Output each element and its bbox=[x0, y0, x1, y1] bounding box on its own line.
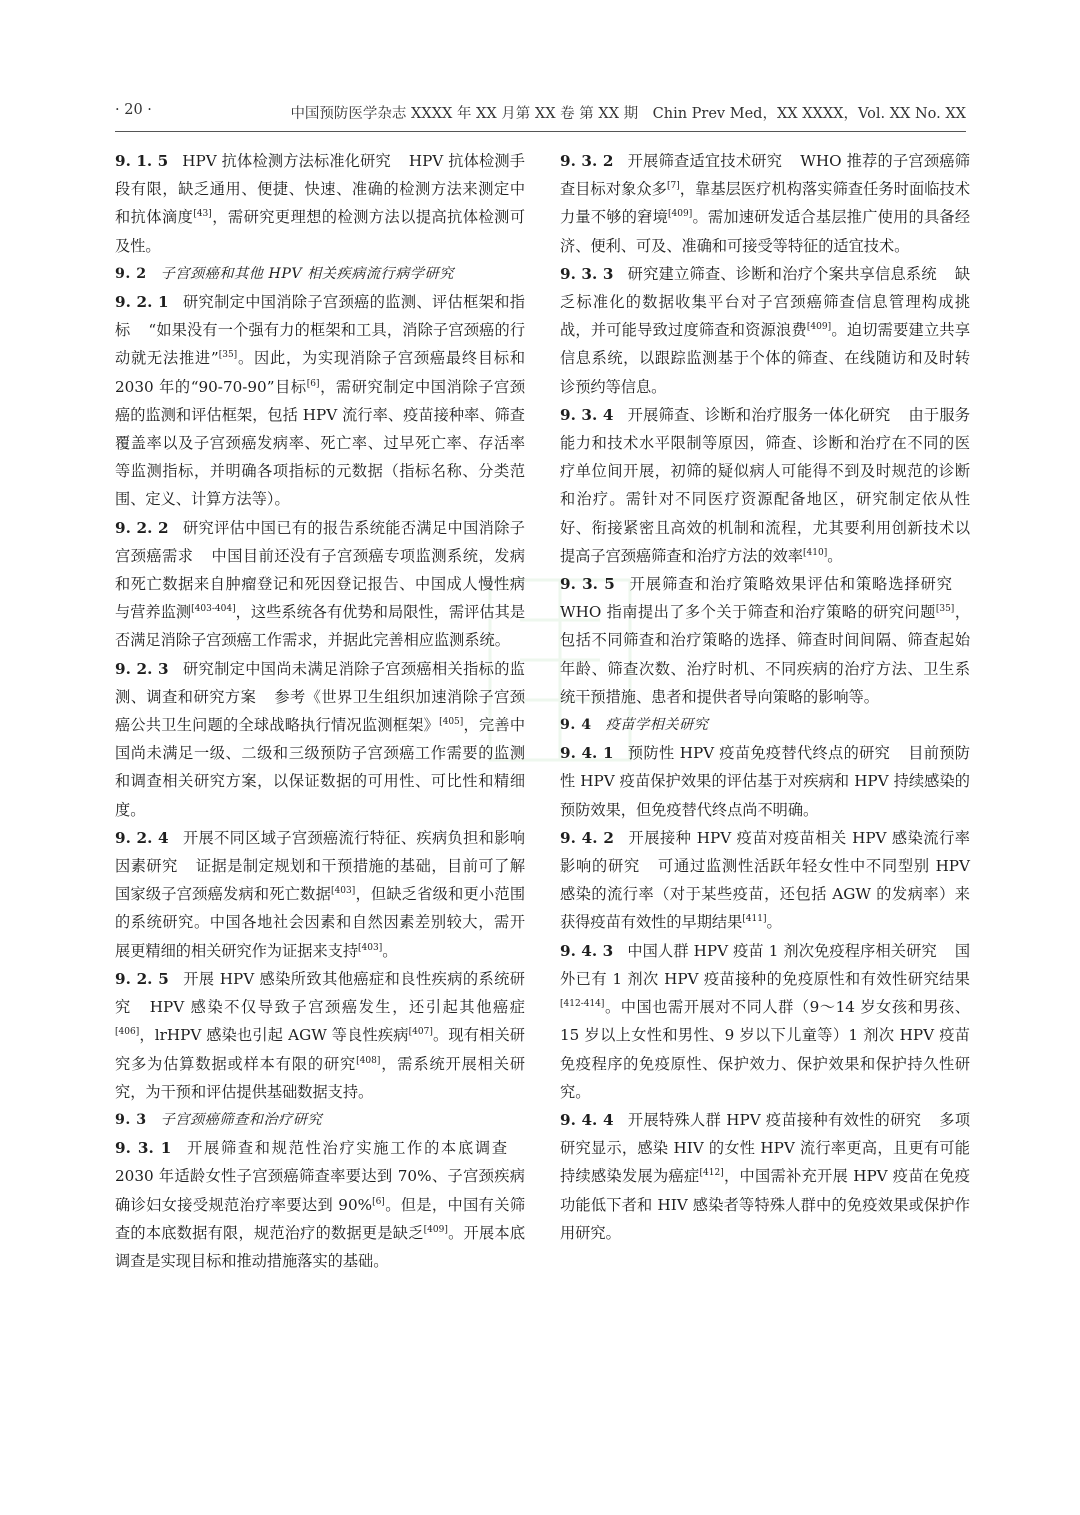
section-9-4-2 bbox=[560, 824, 970, 937]
section-text: 。中国也需开展对不同人群（9～14 岁女孩和男孩、15 岁以上女性和男性、9 岁以下儿童等）1 剂次 HPV 疫苗免疫程序的免疫原性、保护效力、保护效果和保护持久性研究。 bbox=[560, 998, 970, 1101]
citation: [409] bbox=[423, 1224, 448, 1235]
header-rule bbox=[115, 131, 966, 132]
section-number: 9. 2. 2 bbox=[115, 518, 169, 537]
section-text: 。 bbox=[766, 913, 782, 932]
section-text: 。因此，为实现消除子宫颈癌最终目标和 2030 年的“90-70-90”目标 bbox=[115, 349, 526, 396]
heading-title: 子宫颈癌和其他 HPV 相关疾病流行病学研究 bbox=[160, 265, 454, 282]
section-text: 。 bbox=[827, 546, 843, 565]
citation: [6] bbox=[372, 1196, 385, 1207]
section-text: ，完善中国尚未满足一级、二级和三级预防子宫颈癌工作需要的监测和调查相关研究方案，以保证数据的可用性、可比性和精细度。 bbox=[115, 716, 526, 819]
section-number: 9. 2. 3 bbox=[115, 659, 169, 678]
citation: [35] bbox=[218, 350, 238, 361]
section-number: 9. 2. 5 bbox=[115, 969, 169, 988]
section-9-2-1 bbox=[115, 288, 525, 514]
running-title: 中国预防医学杂志 XXXX 年 XX 月第 XX 卷 第 XX 期 Chin Prev Med，XX XXXX，Vol. XX No. XX bbox=[290, 106, 966, 122]
section-title: 开展 HPV 感染所致其他癌症和良性疾病的系统研究 bbox=[115, 969, 525, 1017]
citation: [409] bbox=[668, 209, 693, 220]
citation: [406] bbox=[115, 1027, 140, 1038]
section-text: 。需加速研发适合基层推广使用的具备经济、便利、可及、准确和可接受等特征的适宜技术。 bbox=[560, 208, 971, 255]
heading-number: 9. 3 bbox=[115, 1111, 147, 1128]
section-text: WHO 推荐的子宫颈癌筛查目标对象众多 bbox=[560, 152, 970, 199]
page-number: · 20 · bbox=[115, 102, 152, 118]
right-column bbox=[560, 147, 970, 1247]
section-9-2-5 bbox=[115, 965, 525, 1106]
running-header bbox=[115, 100, 966, 124]
section-text: 。 bbox=[382, 941, 398, 960]
section-text: 2030 年适龄女性子宫颈癌筛查率要达到 70%、子宫颈疾病确诊妇女接受规范治疗率要达到 90% bbox=[115, 1167, 525, 1214]
section-title: 开展筛查、诊断和治疗服务一体化研究 bbox=[627, 405, 891, 424]
citation: [411] bbox=[742, 914, 767, 925]
citation: [407] bbox=[408, 1027, 433, 1038]
section-title: 开展筛查适宜技术研究 bbox=[627, 152, 783, 170]
section-title: 开展不同区域子宫颈癌流行特征、疾病负担和影响因素研究 bbox=[115, 828, 525, 876]
citation: [6] bbox=[306, 378, 320, 389]
heading-title: 子宫颈癌筛查和治疗研究 bbox=[160, 1111, 323, 1128]
section-text: ，包括不同筛查和治疗策略的选择、筛查时间间隔、筛查起始年龄、筛查次数、治疗时机、不同疾病的治疗方法、卫生系统干预措施、患者和提供者导向策略的影响等。 bbox=[560, 603, 971, 706]
citation: [410] bbox=[803, 547, 828, 558]
section-text: 由于服务能力和技术水平限制等原因，筛查、诊断和治疗在不同的医疗单位间开展，初筛的疑似病人可能得不到及时规范的诊断和治疗。需针对不同医疗资源配备地区，研究制定依从性好、衔接紧密且高效的机制和流程，尤其要利用创新技术以提高子宫颈癌筛查和治疗方法的效率 bbox=[560, 405, 971, 565]
section-text: ，需研究制定中国消除子宫颈癌的监测和评估框架，包括 HPV 流行率、疫苗接种率、筛查覆盖率以及子宫颈癌发病率、死亡率、过早死亡率、存活率等监测指标，并明确各项指标的元数据（指标名称、分类范围、定义、计算方法等）。 bbox=[115, 377, 526, 509]
section-text: ，lrHPV 感染也引起 AGW 等良性疾病 bbox=[139, 1026, 409, 1045]
citation: [403-404] bbox=[191, 604, 236, 615]
section-number: 9. 4. 4 bbox=[560, 1110, 614, 1129]
section-9-3-3 bbox=[560, 260, 970, 401]
section-text: 可通过监测性活跃年轻女性中不同型别 HPV 感染的流行率（对于某些疫苗，还包括 AGW 的发病率）来获得疫苗有效性的早期结果 bbox=[560, 857, 970, 932]
section-9-2-2 bbox=[115, 514, 525, 655]
section-text: ，中国需补充开展 HPV 疫苗在免疫功能低下者和 HIV 感染者等特殊人群中的免疫效果或保护作用研究。 bbox=[560, 1167, 970, 1242]
section-9-4-1 bbox=[560, 739, 970, 824]
section-number: 9. 3. 1 bbox=[115, 1139, 172, 1158]
section-number: 9. 4. 3 bbox=[560, 941, 614, 960]
citation: [412] bbox=[699, 1168, 724, 1179]
section-text: 缺乏标准化的数据收集平台对子宫颈癌筛查信息管理构成挑战，并可能导致过度筛查和资源浪费 bbox=[560, 264, 971, 340]
section-title: 中国人群 HPV 疫苗 1 剂次免疫程序相关研究 bbox=[627, 941, 937, 960]
section-number: 9. 4. 2 bbox=[560, 828, 614, 847]
section-text: HPV 感染不仅导致子宫颈癌发生，还引起其他癌症 bbox=[149, 998, 525, 1017]
section-text: 。但是，中国有关筛查的本底数据有限，规范治疗的数据更是缺乏 bbox=[115, 1195, 526, 1242]
section-9-4-3 bbox=[560, 937, 970, 1106]
section-number: 9. 3. 5 bbox=[560, 575, 615, 594]
section-number: 9. 1. 5 bbox=[115, 152, 169, 170]
heading-9-3 bbox=[115, 1106, 525, 1134]
citation: [403] bbox=[331, 886, 356, 897]
citation: [405] bbox=[439, 717, 464, 727]
section-title: 研究建立筛查、诊断和治疗个案共享信息系统 bbox=[627, 264, 937, 283]
section-number: 9. 4. 1 bbox=[560, 744, 614, 763]
section-9-1-5 bbox=[115, 147, 525, 260]
left-column bbox=[115, 147, 525, 1275]
section-text: WHO 指南提出了多个关于筛查和治疗策略的研究问题 bbox=[560, 603, 936, 622]
citation: [43] bbox=[193, 209, 212, 220]
citation: [35] bbox=[935, 604, 955, 615]
section-text: ，这些系统各有优势和局限性，需评估其是否满足消除子宫颈癌工作需求，并据此完善相应监测系统。 bbox=[115, 603, 526, 650]
section-text: 证据是制定规划和干预措施的基础，目前可了解国家级子宫颈癌发病和死亡数据 bbox=[115, 857, 526, 904]
section-number: 9. 2. 1 bbox=[115, 293, 169, 312]
citation: [403] bbox=[358, 942, 383, 953]
heading-number: 9. 2 bbox=[115, 265, 147, 282]
section-title: 研究制定中国尚未满足消除子宫颈癌相关指标的监测、调查和研究方案 bbox=[115, 659, 525, 706]
section-text: HPV 抗体检测手段有限，缺乏通用、便捷、快速、准确的检测方法来测定中和抗体滴度 bbox=[115, 152, 525, 227]
heading-number: 9. 4 bbox=[560, 717, 592, 734]
section-title: HPV 抗体检测方法标准化研究 bbox=[182, 152, 391, 170]
section-9-3-5 bbox=[560, 570, 970, 711]
section-9-3-1 bbox=[115, 1134, 525, 1275]
citation: [409] bbox=[806, 322, 832, 333]
section-text: 。开展本底调查是实现目标和推动措施落实的基础。 bbox=[115, 1223, 526, 1270]
citation: [412-414] bbox=[560, 999, 605, 1010]
section-title: 研究制定中国消除子宫颈癌的监测、评估框架和指标 bbox=[115, 293, 525, 340]
section-text: ，需系统开展相关研究，为干预和评估提供基础数据支持。 bbox=[115, 1054, 526, 1101]
section-title: 开展接种 HPV 疫苗对疫苗相关 HPV 感染流行率影响的研究 bbox=[560, 828, 970, 876]
section-text: 目前预防性 HPV 疫苗保护效果的评估基于对疾病和 HPV 持续感染的预防效果，但免疫替代终点尚不明确。 bbox=[560, 744, 970, 819]
section-text: “如果没有一个强有力的框架和工具，消除子宫颈癌的行动就无法推进” bbox=[115, 321, 526, 368]
heading-9-4 bbox=[560, 711, 970, 739]
section-title: 开展特殊人群 HPV 疫苗接种有效性的研究 bbox=[627, 1110, 922, 1129]
section-9-2-3 bbox=[115, 655, 525, 824]
section-text: 多项研究显示，感染 HIV 的女性 HPV 流行率更高，且更有可能持续感染发展为癌症 bbox=[560, 1110, 971, 1186]
section-9-3-2 bbox=[560, 147, 970, 260]
section-title: 开展筛查和治疗策略效果评估和策略选择研究 bbox=[628, 575, 952, 594]
section-text: 。现有相关研究多为估算数据或样本有限的研究 bbox=[115, 1026, 525, 1073]
section-text: ，但缺乏省级和更小范围的系统研究。中国各地社会因素和自然因素差别较大，需开展更精细的相关研究作为证据来支持 bbox=[115, 885, 526, 960]
section-text: ，需研究更理想的检测方法以提高抗体检测可及性。 bbox=[115, 208, 526, 255]
section-number: 9. 3. 2 bbox=[560, 152, 614, 170]
heading-9-2 bbox=[115, 260, 525, 288]
citation: [408] bbox=[356, 1055, 381, 1066]
section-text: ，靠基层医疗机构落实筛查任务时面临技术力量不够的窘境 bbox=[560, 180, 971, 227]
section-text: 中国目前还没有子宫颈癌专项监测系统，发病和死亡数据来自肿瘤登记和死因登记报告、中国成人慢性病与营养监测 bbox=[115, 546, 526, 622]
heading-title: 疫苗学相关研究 bbox=[605, 717, 709, 734]
section-number: 9. 3. 4 bbox=[560, 405, 614, 424]
section-number: 9. 3. 3 bbox=[560, 264, 614, 283]
section-title: 开展筛查和规范性治疗实施工作的本底调查 bbox=[185, 1139, 508, 1158]
citation: [7] bbox=[666, 181, 680, 192]
section-text: 参考《世界卫生组织加速消除子宫颈癌公共卫生问题的全球战略执行情况监测框架》 bbox=[115, 687, 526, 735]
section-title: 研究评估中国已有的报告系统能否满足中国消除子宫颈癌需求 bbox=[115, 518, 525, 565]
section-text: 。迫切需要建立共享信息系统，以跟踪监测基于个体的筛查、在线随访和及时转诊预约等信息。 bbox=[560, 321, 971, 396]
section-9-2-4 bbox=[115, 824, 525, 965]
section-9-3-4 bbox=[560, 401, 970, 570]
section-number: 9. 2. 4 bbox=[115, 828, 169, 847]
section-9-4-4 bbox=[560, 1106, 970, 1247]
section-text: 国外已有 1 剂次 HPV 疫苗接种的免疫原性和有效性研究结果 bbox=[560, 941, 971, 988]
section-title: 预防性 HPV 疫苗免疫替代终点的研究 bbox=[627, 744, 891, 763]
